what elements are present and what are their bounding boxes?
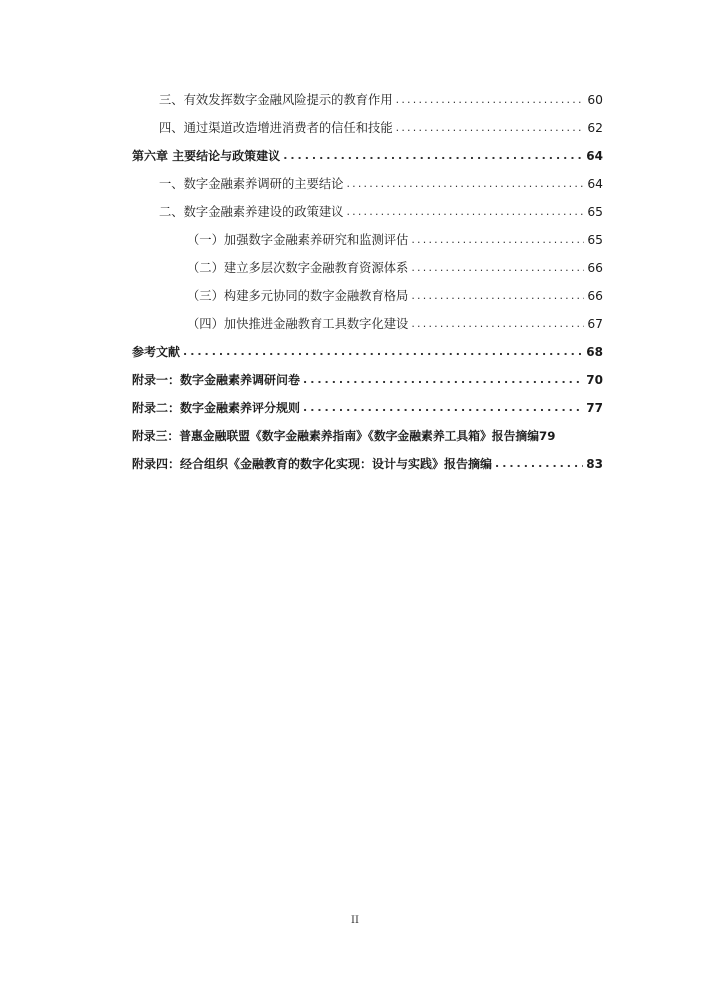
toc-chapter-entry[interactable]: [132, 144, 603, 164]
toc-chapter-entry[interactable]: [132, 368, 603, 388]
toc-entry-title: （三）构建多元协同的数字金融教育格局: [187, 289, 409, 303]
toc-entry-page: 65: [587, 205, 603, 219]
toc-leader-dots: [495, 456, 583, 472]
toc-entry-title: 参考文献: [132, 345, 181, 359]
toc-entry-title: 附录三：普惠金融联盟《数字金融素养指南》《数字金融素养工具箱》报告摘编: [132, 429, 539, 443]
toc-entry-page: 77: [586, 401, 603, 415]
toc-entry-page: 65: [587, 233, 603, 247]
toc-leader-dots: [303, 400, 583, 416]
toc-entry-title: 附录二：数字金融素养评分规则: [132, 401, 301, 415]
toc-entry-title: 三、有效发挥数字金融风险提示的教育作用: [159, 93, 393, 107]
toc-entry[interactable]: [159, 116, 603, 136]
toc-subentry[interactable]: [187, 228, 603, 248]
toc-entry-page: 60: [587, 93, 603, 107]
toc-leader-dots: [303, 372, 583, 388]
toc-leader-dots: [396, 120, 585, 136]
toc-entry-page: 67: [587, 317, 603, 331]
toc-chapter-entry[interactable]: [132, 452, 603, 472]
toc-entry-page: 66: [587, 261, 603, 275]
toc-leader-dots: [411, 288, 584, 304]
toc-leader-dots: [283, 148, 583, 164]
toc-leader-dots: [411, 232, 584, 248]
toc-entry-title: （四）加快推进金融教育工具数字化建设: [187, 317, 409, 331]
toc-entry-title: 四、通过渠道改造增进消费者的信任和技能: [159, 121, 393, 135]
toc-entry[interactable]: [159, 88, 603, 108]
toc-entry-page: 79: [539, 429, 556, 443]
toc-entry-page: 70: [586, 373, 603, 387]
toc-entry-page: 64: [587, 177, 603, 191]
toc-leader-dots: [346, 176, 584, 192]
toc-chapter-entry[interactable]: [132, 396, 603, 416]
toc-leader-dots: [346, 204, 584, 220]
toc-entry-title: 附录四：经合组织《金融教育的数字化实现：设计与实践》报告摘编: [132, 457, 493, 471]
toc-entry-page: 62: [587, 121, 603, 135]
toc-subentry[interactable]: [187, 284, 603, 304]
toc-leader-dots: [183, 344, 583, 360]
toc-entry-page: 64: [586, 149, 603, 163]
toc-entry-title: 第六章 主要结论与政策建议: [132, 149, 281, 163]
toc-entry-title: 附录一：数字金融素养调研问卷: [132, 373, 301, 387]
toc-leader-dots: [411, 316, 584, 332]
toc-entry-title: （一）加强数字金融素养研究和监测评估: [187, 233, 409, 247]
toc-entry-title: 二、数字金融素养建设的政策建议: [159, 205, 344, 219]
toc-subentry[interactable]: [187, 256, 603, 276]
toc-leader-dots: [411, 260, 584, 276]
toc-subentry[interactable]: [187, 312, 603, 332]
toc-entry[interactable]: [159, 172, 603, 192]
toc-entry[interactable]: [159, 200, 603, 220]
toc-leader-dots: [396, 92, 585, 108]
toc-entry-page: 68: [586, 345, 603, 359]
toc-entry-title: 一、数字金融素养调研的主要结论: [159, 177, 344, 191]
toc-chapter-entry[interactable]: [132, 424, 603, 444]
page-number-footer: II: [351, 915, 359, 926]
toc-entry-page: 66: [587, 289, 603, 303]
toc-entry-title: （二）建立多层次数字金融教育资源体系: [187, 261, 409, 275]
toc-chapter-entry[interactable]: [132, 340, 603, 360]
toc-entry-page: 83: [586, 457, 603, 471]
